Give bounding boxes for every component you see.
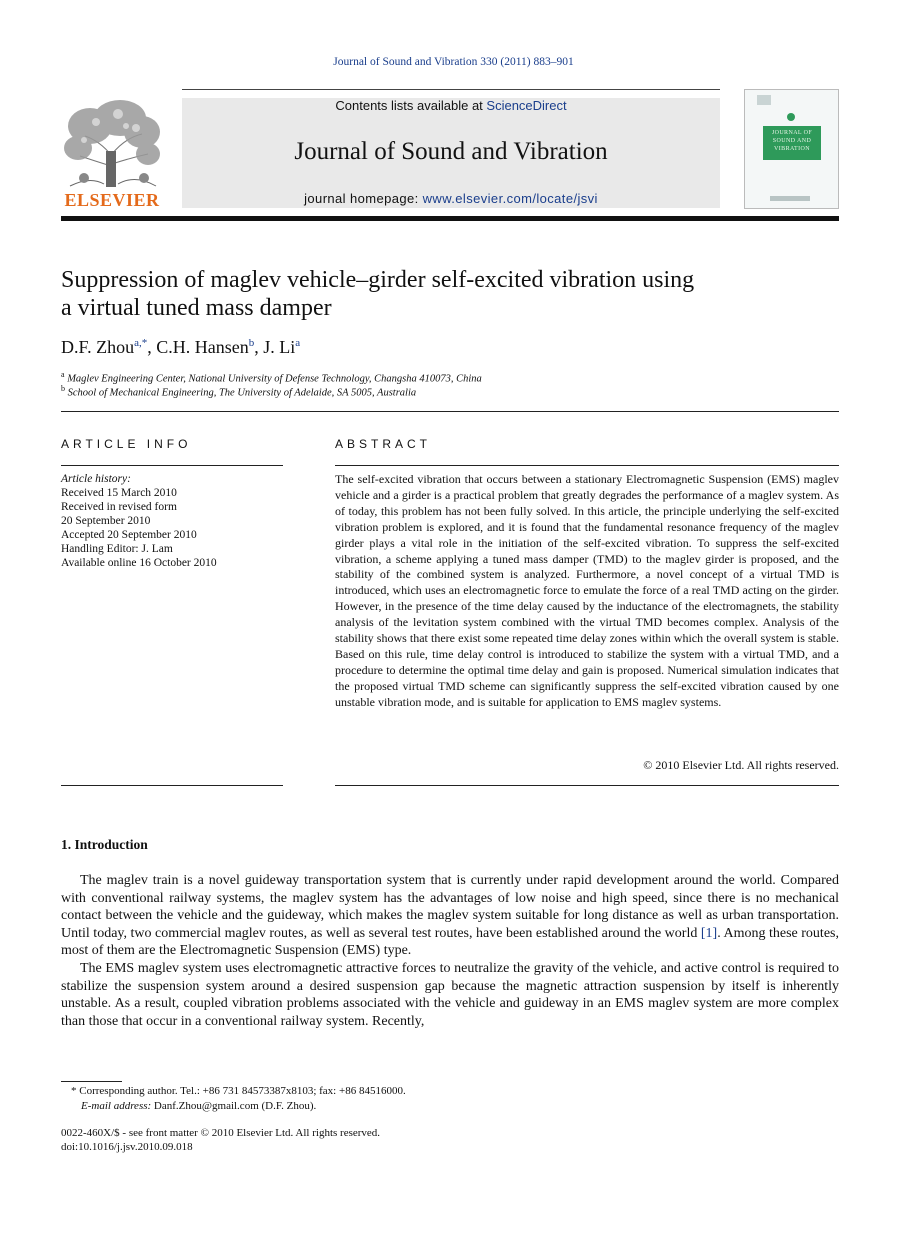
contents-available xyxy=(182,98,720,113)
cover-dot-icon xyxy=(787,113,795,121)
email-label: E-mail address: xyxy=(81,1100,152,1112)
contents-prefix: Contents lists available at xyxy=(335,98,487,113)
affiliation-rule xyxy=(61,411,839,412)
paragraph xyxy=(61,872,839,960)
author-name: D.F. Zhou xyxy=(61,337,135,357)
cover-text-line: VIBRATION xyxy=(774,146,810,152)
abstract-copyright: © 2010 Elsevier Ltd. All rights reserved. xyxy=(643,758,839,772)
author-list: D.F. Zhou$^{a,*}$, C.H. Hansen$^b$, J. Li$^a$ xyxy=(61,337,301,357)
paragraph-text: The maglev train is a novel guideway transportation system that is currently under rapid development around the world. Compared with conventional railway systems, the maglev system has the advantages of low noise and high speed, since there is no mechanical contact between the vehicle and the guideway, which makes the maglev system suitable for long distance as well as urban transportation. Until today, two commercial maglev routes, as well as several test routes, have been established around the world xyxy=(61,873,839,941)
title-line: a virtual tuned mass damper xyxy=(61,295,332,321)
email-address[interactable]: Danf.Zhou@gmail.com (D.F. Zhou). xyxy=(151,1100,317,1112)
reference-link[interactable]: [1] xyxy=(700,925,718,941)
paragraph: The EMS maglev system uses electromagnetic attractive forces to neutralize the gravity of the vehicle, and active control is required to stabilize the suspension system around a desired suspension gap because the magnetic attraction suspension by itself is inherently unstable. As a result, coupled vibration problems associated with the vehicle and guideway in an EMS maglev system are more complex than those that occur in a conventional railway system. Recently, xyxy=(61,960,839,1029)
masthead-top-rule xyxy=(182,89,720,90)
title-line: Suppression of maglev vehicle–girder self-excited vibration using xyxy=(61,267,695,293)
homepage-link[interactable]: www.elsevier.com/locate/jsvi xyxy=(422,191,598,206)
abstract-bottom-rule xyxy=(335,785,839,786)
abstract-text: The self-excited vibration that occurs between a stationary Electromagnetic Suspension (EMS) maglev vehicle and a girder is a practical problem that greatly degrades the performance of a maglev system. As of today, this problem has not been fully solved. In this article, the principle underlying the self-excited vibration problem is explored, and it is found that the fundamental resonance frequency of the maglev girder plays a vital role in the initiation of the self-excited vibration. To suppress the self-excited vibration, a scheme applying a tuned mass damper (TMD) to the maglev girder is proposed, and the stability of the combined system is analyzed. Furthermore, a novel concept of a virtual TMD is introduced, which uses an electromagnetic force to emulate the force of a real TMD acting on the girder. However, in the presence of the time delay caused by the inductance of the electromagnets, the stability analysis of the levitation system combined with the virtual TMD becomes complex. Analysis of the stability shows that there exist some repeated time delay zones within which the overall system is stable. Based on this rule, time delay control is introduced to stabilize the system with a virtual TMD, and a procedure to determine the optimal time delay and gain is proposed. Numerical simulation indicates that the proposed virtual TMD scheme can significantly suppress the self-excited vibration caused by one unstable vibration mode, and is suitable for application to EMS maglev systems. xyxy=(335,472,839,709)
author-name: J. Li xyxy=(263,337,296,357)
history-item: Received 15 March 2010 xyxy=(61,487,177,499)
header-thick-rule xyxy=(61,216,839,221)
affiliation-a xyxy=(61,370,821,385)
corresponding-author-note: * Corresponding author. Tel.: +86 731 84573387x8103; fax: +86 84516000. xyxy=(71,1085,406,1097)
history-label: Article history: xyxy=(61,473,131,485)
article-info-heading: ARTICLE INFO xyxy=(61,437,192,451)
author-affiliation-link[interactable]: a,* xyxy=(134,337,148,349)
history-item: 20 September 2010 xyxy=(61,515,151,527)
article-info-bottom-rule xyxy=(61,785,283,786)
cover-text-line: JOURNAL OF xyxy=(771,130,813,136)
front-matter-note: 0022-460X/$ - see front matter © 2010 Elsevier Ltd. All rights reserved. xyxy=(61,1127,381,1139)
cover-text-line: SOUND AND xyxy=(772,138,812,144)
history-item: Received in revised form xyxy=(61,501,177,513)
section-heading-introduction: 1. Introduction xyxy=(61,837,148,852)
history-item: Accepted 20 September 2010 xyxy=(61,529,197,541)
affiliation-key: b xyxy=(61,384,65,393)
history-item: Available online 16 October 2010 xyxy=(61,557,217,569)
affiliation-text: Maglev Engineering Center, National University of Defense Technology, Changsha 410073, China xyxy=(67,373,482,385)
article-history xyxy=(61,472,283,570)
author-name: C.H. Hansen xyxy=(156,337,249,357)
sciencedirect-link[interactable]: ScienceDirect xyxy=(486,98,567,113)
doi[interactable]: doi:10.1016/j.jsv.2010.09.018 xyxy=(61,1141,193,1153)
abstract-rule xyxy=(335,465,839,466)
journal-citation[interactable]: Journal of Sound and Vibration 330 (2011) 883–901 xyxy=(333,56,574,68)
homepage-prefix: journal homepage: xyxy=(304,191,423,206)
author-affiliation-link[interactable]: a xyxy=(295,337,301,349)
paragraph-text: . Among these routes, most of them are the Electromagnetic Suspension (EMS) type. xyxy=(61,925,839,959)
affiliation-key: a xyxy=(61,370,65,379)
journal-title: Journal of Sound and Vibration xyxy=(294,138,608,165)
introduction-body xyxy=(61,872,839,1030)
journal-homepage xyxy=(182,191,720,206)
affiliation-text: School of Mechanical Engineering, The University of Adelaide, SA 5005, Australia xyxy=(67,387,417,399)
author-affiliation-link[interactable]: b xyxy=(248,337,255,349)
cover-logo-mark xyxy=(757,95,771,105)
cover-title-band xyxy=(763,126,821,160)
article-info-rule xyxy=(61,465,283,466)
elsevier-wordmark: ELSEVIER xyxy=(64,190,160,210)
cover-publisher-mark xyxy=(770,196,810,201)
article-title xyxy=(61,266,821,322)
email-note xyxy=(61,1099,839,1113)
abstract-heading: ABSTRACT xyxy=(335,437,432,451)
footnote-rule xyxy=(61,1081,122,1082)
affiliation-b xyxy=(61,384,821,399)
history-item: Handling Editor: J. Lam xyxy=(61,543,173,555)
